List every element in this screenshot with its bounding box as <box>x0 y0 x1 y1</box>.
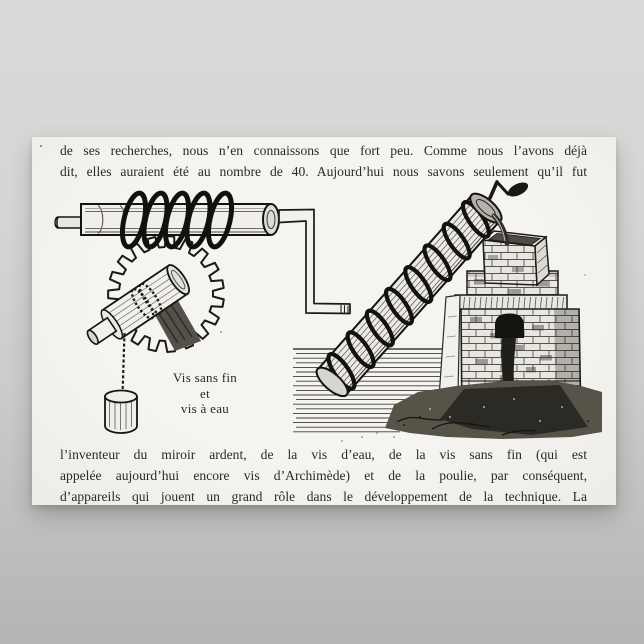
worm-crank-handle <box>279 210 350 314</box>
text-line: l’inventeur du miroir ardent, de la vis d’eau, de la vis sans fin (qui est <box>60 447 587 462</box>
water-trough <box>483 231 549 285</box>
text-line: appelée aujourd’hui encore vis d’Archimède) et de la poulie, par conséquent, <box>60 468 587 483</box>
paragraph-top <box>60 140 587 182</box>
book-page-poster <box>32 137 616 505</box>
text-line: de ses recherches, nous n’en connaissons que fort peu. Comme nous l’avons déjà <box>60 143 587 158</box>
counterweight <box>105 391 137 434</box>
support-plank <box>439 295 460 398</box>
hanging-chain <box>123 333 125 395</box>
tower-cornice <box>455 295 567 310</box>
text-line: d’appareils qui jouent un grand rôle dans le développement de la technique. La <box>60 489 587 504</box>
caption-line: vis à eau <box>180 401 230 416</box>
caption-line: Vis sans fin <box>172 370 238 385</box>
tower-arch-outlet <box>495 314 524 339</box>
worm-axle-tip <box>57 217 82 228</box>
text-line: dit, elles auraient été au nombre de 40. Aujourd’hui nous savons seulement qu’il fut <box>60 164 587 179</box>
figure-caption <box>147 370 263 417</box>
caption-line: et <box>200 385 210 401</box>
screw-crank-handle <box>490 180 530 200</box>
worm-screw-shaft <box>55 191 279 249</box>
paragraph-bottom <box>60 444 587 505</box>
